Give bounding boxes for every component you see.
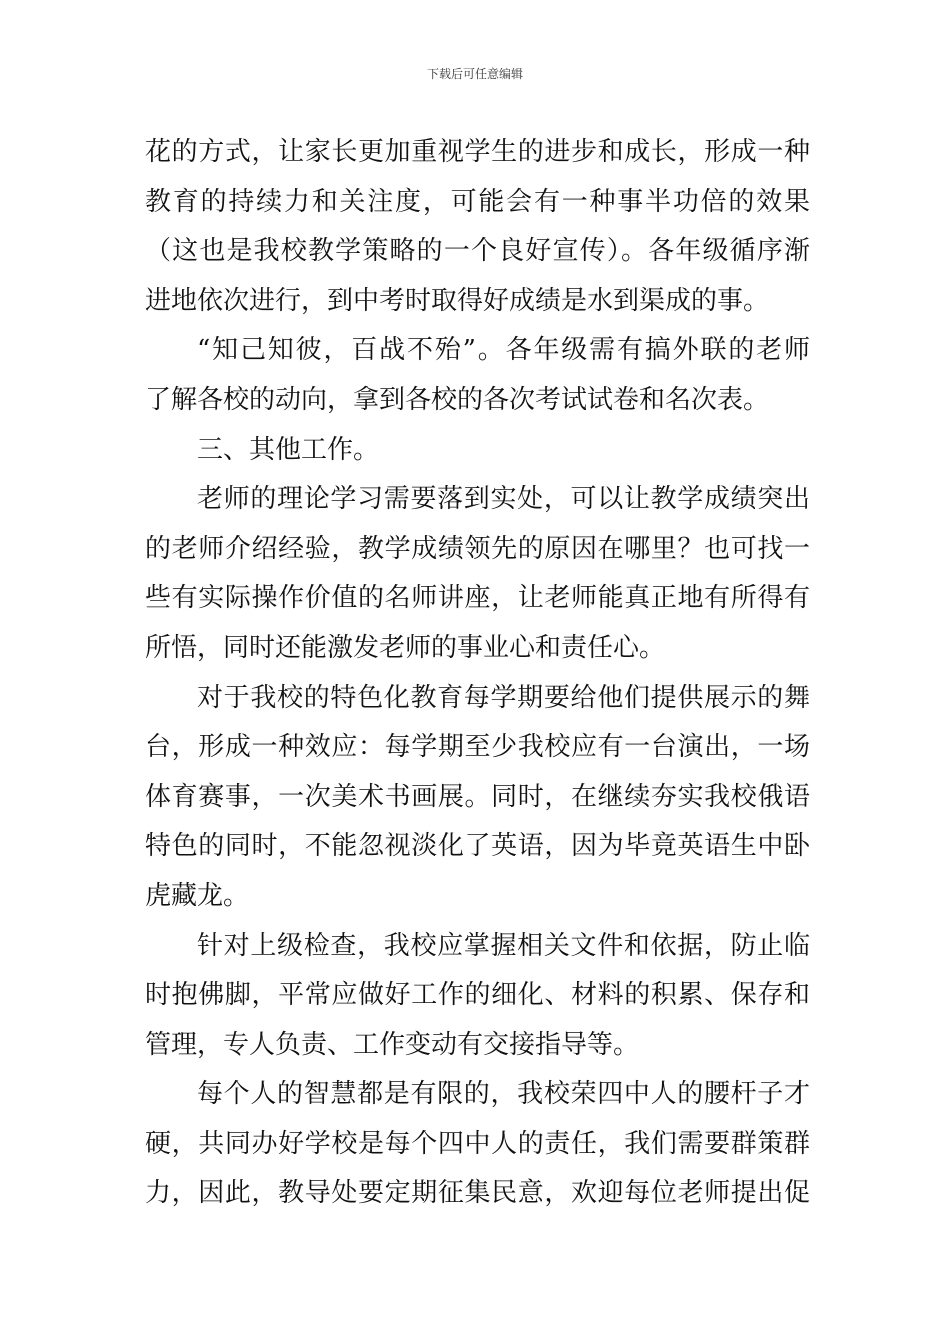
text-line: 硬，共同办好学校是每个四中人的责任，我们需要群策群 xyxy=(145,1128,810,1159)
text-line: 虎藏龙。 xyxy=(145,880,250,911)
text-line: 些有实际操作价值的名师讲座，让老师能真正地有所得有 xyxy=(145,583,810,614)
text-line: 对于我校的特色化教育每学期要给他们提供展示的舞 xyxy=(197,682,810,713)
text-line: 所悟，同时还能激发老师的事业心和责任心。 xyxy=(145,632,666,663)
text-line: 的老师介绍经验，教学成绩领先的原因在哪里？也可找一 xyxy=(145,533,810,564)
text-line: “知己知彼，百战不殆”。各年级需有搞外联的老师 xyxy=(197,335,810,366)
text-line: 台，形成一种效应：每学期至少我校应有一台演出，一场 xyxy=(145,732,810,763)
text-line: 三、其他工作。 xyxy=(197,434,380,465)
text-line: 管理，专人负责、工作变动有交接指导等。 xyxy=(145,1029,640,1060)
text-line: 体育赛事，一次美术书画展。同时，在继续夯实我校俄语 xyxy=(145,781,810,812)
text-line: 力，因此，教导处要定期征集民意，欢迎每位老师提出促 xyxy=(145,1178,810,1209)
text-line: 教育的持续力和关注度，可能会有一种事半功倍的效果 xyxy=(145,186,810,217)
document-body xyxy=(145,128,810,1219)
text-line: 进地依次进行，到中考时取得好成绩是水到渠成的事。 xyxy=(145,285,770,316)
text-line: 花的方式，让家长更加重视学生的进步和成长，形成一种 xyxy=(145,137,810,167)
page-header: 下载后可任意编辑 xyxy=(426,67,523,81)
text-line: 特色的同时，不能忽视淡化了英语，因为毕竟英语生中卧 xyxy=(145,831,810,862)
text-line: 针对上级检查，我校应掌握相关文件和依据，防止临 xyxy=(197,930,810,961)
text-line: 了解各校的动向，拿到各校的各次考试试卷和名次表。 xyxy=(145,384,770,415)
text-line: （这也是我校教学策略的一个良好宣传）。各年级循序渐 xyxy=(145,236,810,267)
text-line: 时抱佛脚，平常应做好工作的细化、材料的积累、保存和 xyxy=(145,980,810,1011)
text-line: 每个人的智慧都是有限的，我校荣四中人的腰杆子才 xyxy=(197,1079,810,1110)
text-line: 老师的理论学习需要落到实处，可以让教学成绩突出 xyxy=(197,484,810,515)
